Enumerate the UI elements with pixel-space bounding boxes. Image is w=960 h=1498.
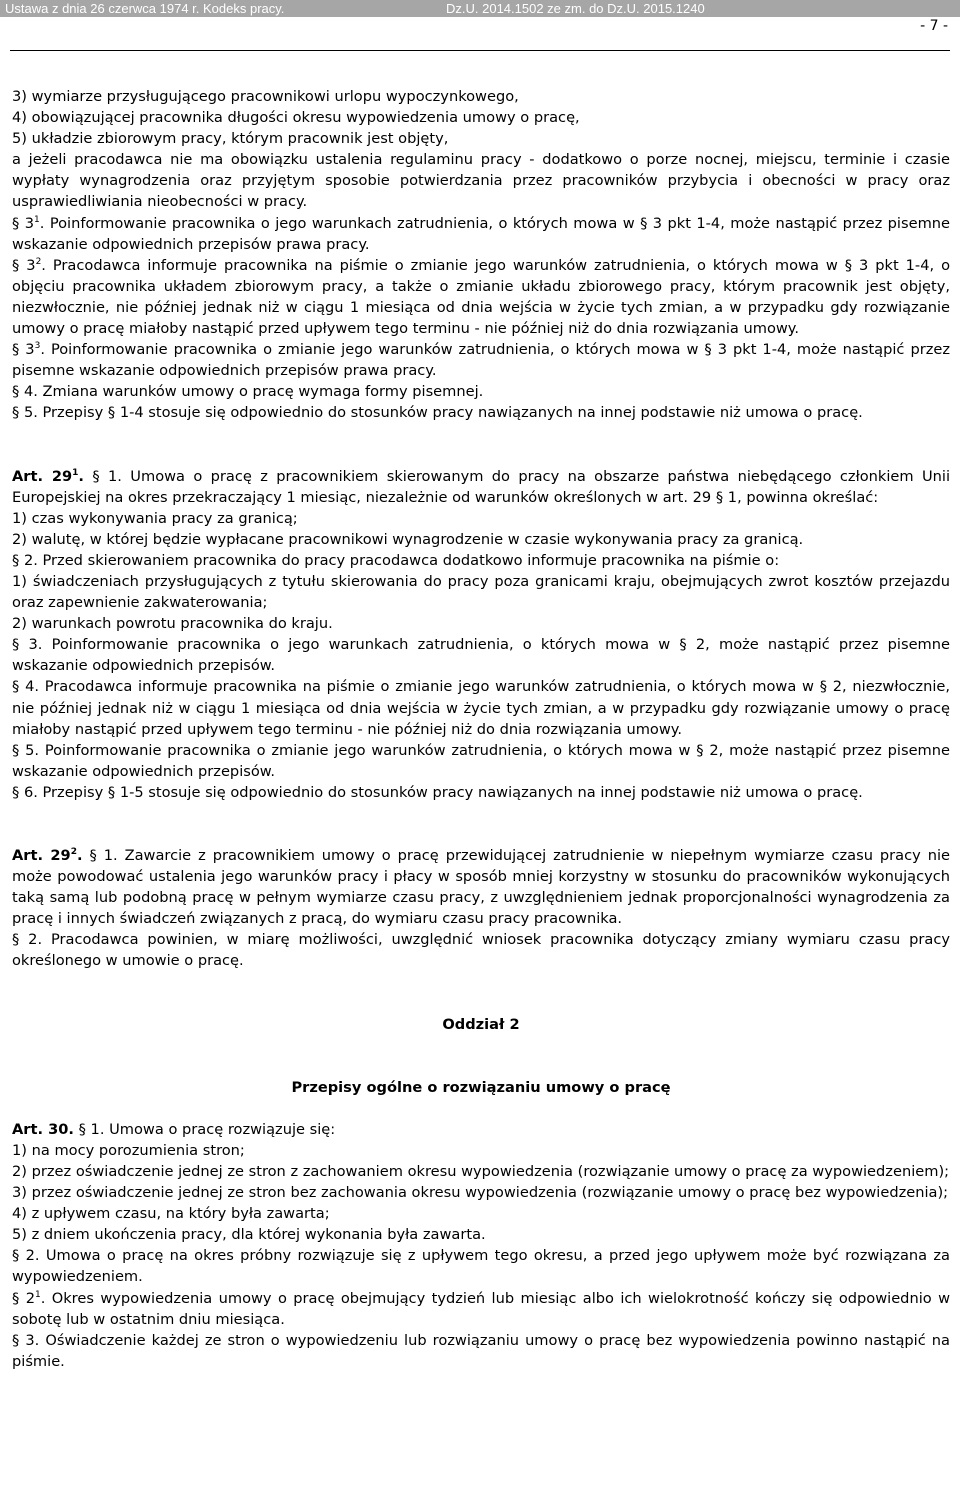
section-symbol: § (12, 783, 20, 801)
article-label: Art. $29^2$. (12, 847, 83, 864)
article-label: Art. 30. (12, 1120, 74, 1138)
section-symbol: § (12, 931, 20, 949)
list-item: 5) układzie zbiorowym pracy, którym pracownik jest objęty, (12, 130, 449, 148)
spacer (12, 424, 950, 466)
list-item: 3) przez oświadczenie jednej ze stron bez zachowania okresu wypowiedzenia (rozwiązanie umowy o pracę bez wypowiedzenia); (12, 1184, 949, 1202)
section-symbol: § (12, 741, 20, 759)
art30-p3: § 3. Oświadczenie każdej ze stron o wypowiedzeniu lub rozwiązaniu umowy o pracę bez wypowiedzenia powinno nastąpić na piśmie. (12, 1331, 951, 1370)
paragraph-s4: § 4. Zmiana warunków umowy o pracę wymaga formy pisemnej. (12, 383, 484, 401)
list-item: 2) walutę, w której będzie wypłacane pracownikowi wynagrodzenie w czasie wykonywania pracy za granicą. (12, 530, 804, 548)
art29-1-p3: § 3. Poinformowanie pracownika o jego warunkach zatrudnienia, o których mowa w § 2, może nastąpić przez pisemne wskazanie odpowiednich przepisów. (12, 636, 951, 675)
section-symbol: § (12, 678, 20, 696)
list-item: 1) świadczeniach przysługujących z tytułu skierowania do pracy poza granicami kraju, obejmujących zwrot kosztów przejazdu oraz zapewnienie zakwaterowania; (12, 572, 950, 612)
section-symbol: § (92, 467, 100, 485)
art29-1-p2: § 2. Przed skierowaniem pracownika do pracy pracodawca dodatkowo informuje pracownika na piśmie o: (12, 551, 780, 569)
section-symbol: § (12, 1289, 20, 1307)
spacer (12, 803, 950, 845)
section-symbol: § (12, 214, 20, 232)
header-bar (0, 0, 960, 17)
header-act-title: Ustawa z dnia 26 czerwca 1974 r. Kodeks pracy. (5, 1, 285, 16)
section-symbol: § (78, 1120, 86, 1138)
list-item: 4) obowiązującej pracownika długości okresu wypowiedzenia umowy o pracę, (12, 109, 580, 127)
list-item: 2) przez oświadczenie jednej ze stron z zachowaniem okresu wypowiedzenia (rozwiązanie umowy o pracę za wypowiedzeniem); (12, 1162, 950, 1180)
art29-2-p1: Art. $29^2$. § 1. Zawarcie z pracownikiem umowy o pracę przewidującej zatrudnienie w niepełnym wymiarze czasu pracy nie może powodować ustalenia jego warunków pracy i płacy w sposób mniej korzystny w stosunku do pracowników wykonujących taką samą lub podobną pracę w pełnym wymiarze czasu pracy, z uwzględnieniem jednak proporcjonalności wynagrodzenia za pracę i innych świadczeń związanych z pracą, do wymiaru czasu pracy pracownika. (12, 847, 950, 928)
section-symbol: § (12, 341, 20, 359)
paragraph: a jeżeli pracodawca nie ma obowiązku ustalenia regulaminu pracy - dodatkowo o porze nocnej, miejscu, terminie i czasie wypłaty wynagrodzenia oraz przyjętym sposobie potwierdzania przez pracowników przybycia i obecności w pracy oraz usprawiedliwiania nieobecności w pracy. (12, 151, 950, 211)
spacer (12, 1035, 950, 1077)
section-symbol: § (12, 383, 20, 401)
division-title: Oddział 2 (442, 1015, 520, 1033)
page-number: - 7 - (920, 18, 948, 34)
section-symbol: § (12, 636, 20, 654)
paragraph-s3-3: § $3^3$. Poinformowanie pracownika o zmianie jego warunków zatrudnienia, o których mowa w § 3 pkt 1-4, może nastąpić przez pisemne wskazanie odpowiednich przepisów prawa pracy. (12, 341, 951, 380)
document-body (12, 86, 950, 1372)
section-symbol: § (12, 551, 20, 569)
list-item: 3) wymiarze przysługującego pracownikowi urlopu wypoczynkowego, (12, 88, 519, 105)
paragraph-s5: § 5. Przepisy § 1-4 stosuje się odpowiednio do stosunków pracy nawiązanych na innej podstawie niż umowa o pracę. (12, 404, 863, 422)
list-item: 5) z dniem ukończenia pracy, dla której wykonania była zawarta. (12, 1226, 486, 1244)
section-symbol: § (89, 847, 97, 864)
art30-p1: Art. 30. § 1. Umowa o pracę rozwiązuje się: (12, 1120, 336, 1138)
header-journal-ref: Dz.U. 2014.1502 ze zm. do Dz.U. 2015.1240 (446, 1, 705, 16)
paragraph-s3-2: § $3^2$. Pracodawca informuje pracownika na piśmie o zmianie jego warunków zatrudnienia, o których mowa w § 3 pkt 1-4, o objęciu pracownika układem zbiorowym pracy, a także o zmianie układu zbiorowego pracy, którym pracownik jest objęty, niezwłocznie, nie później jednak niż w ciągu 1 miesiąca od dnia wejścia w życie tych zmian, a w przypadku gdy rozwiązanie umowy o pracę miałoby nastąpić przed upływem tego terminu - nie później niż do dnia rozwiązania umowy. (12, 256, 951, 338)
art29-2-p2: § 2. Pracodawca powinien, w miarę możliwości, uwzględnić wniosek pracownika dotyczący zmiany wymiaru czasu pracy określonego w umowie o pracę. (12, 931, 950, 970)
art29-1-p1: Art. $29^1$. § 1. Umowa o pracę z pracownikiem skierowanym do pracy na obszarze państwa niebędącego członkiem Unii Europejskiej na okres przekraczający 1 miesiąc, niezależnie od warunków określonych w art. 29 § 1, powinna określać: (12, 467, 951, 506)
spacer (12, 972, 950, 1014)
list-item: 2) warunkach powrotu pracownika do kraju. (12, 615, 333, 633)
art30-p2-1: § $2^1$. Okres wypowiedzenia umowy o pracę obejmujący tydzień lub miesiąc albo ich wielokrotność kończy się odpowiednio w sobotę lub w ostatnim dniu miesiąca. (12, 1289, 951, 1328)
paragraph-s3-1: § $3^1$. Poinformowanie pracownika o jego warunkach zatrudnienia, o których mowa w § 3 pkt 1-4, może nastąpić przez pisemne wskazanie odpowiednich przepisów prawa pracy. (12, 214, 951, 253)
header-rule (10, 50, 950, 51)
division-subtitle: Przepisy ogólne o rozwiązaniu umowy o pracę (291, 1078, 671, 1096)
list-item: 1) na mocy porozumienia stron; (12, 1141, 245, 1159)
art29-1-p4: § 4. Pracodawca informuje pracownika na piśmie o zmianie jego warunków zatrudnienia, o których mowa w § 2, niezwłocznie, nie później jednak niż w ciągu 1 miesiąca od dnia wejścia w życie tych zmian, a w przypadku gdy rozwiązanie umowy o pracę miałoby nastąpić przed upływem tego terminu - nie później niż do dnia rozwiązania umowy. (12, 678, 950, 738)
article-label: Art. $29^1$. (12, 467, 84, 485)
list-item: 4) z upływem czasu, na który była zawarta; (12, 1205, 330, 1223)
section-symbol: § (12, 1331, 20, 1349)
art29-1-p6: § 6. Przepisy § 1-5 stosuje się odpowiednio do stosunków pracy nawiązanych na innej podstawie niż umowa o pracę. (12, 783, 863, 801)
section-symbol: § (12, 256, 20, 274)
section-symbol: § (12, 1247, 20, 1265)
art30-p2: § 2. Umowa o pracę na okres próbny rozwiązuje się z upływem tego okresu, a przed jego upływem może być rozwiązana za wypowiedzeniem. (12, 1247, 951, 1286)
art29-1-p5: § 5. Poinformowanie pracownika o zmianie jego warunków zatrudnienia, o których mowa w § 2, może nastąpić przez pisemne wskazanie odpowiednich przepisów. (12, 741, 950, 780)
spacer (12, 1098, 950, 1119)
section-symbol: § (12, 404, 20, 422)
list-item: 1) czas wykonywania pracy za granicą; (12, 509, 298, 527)
